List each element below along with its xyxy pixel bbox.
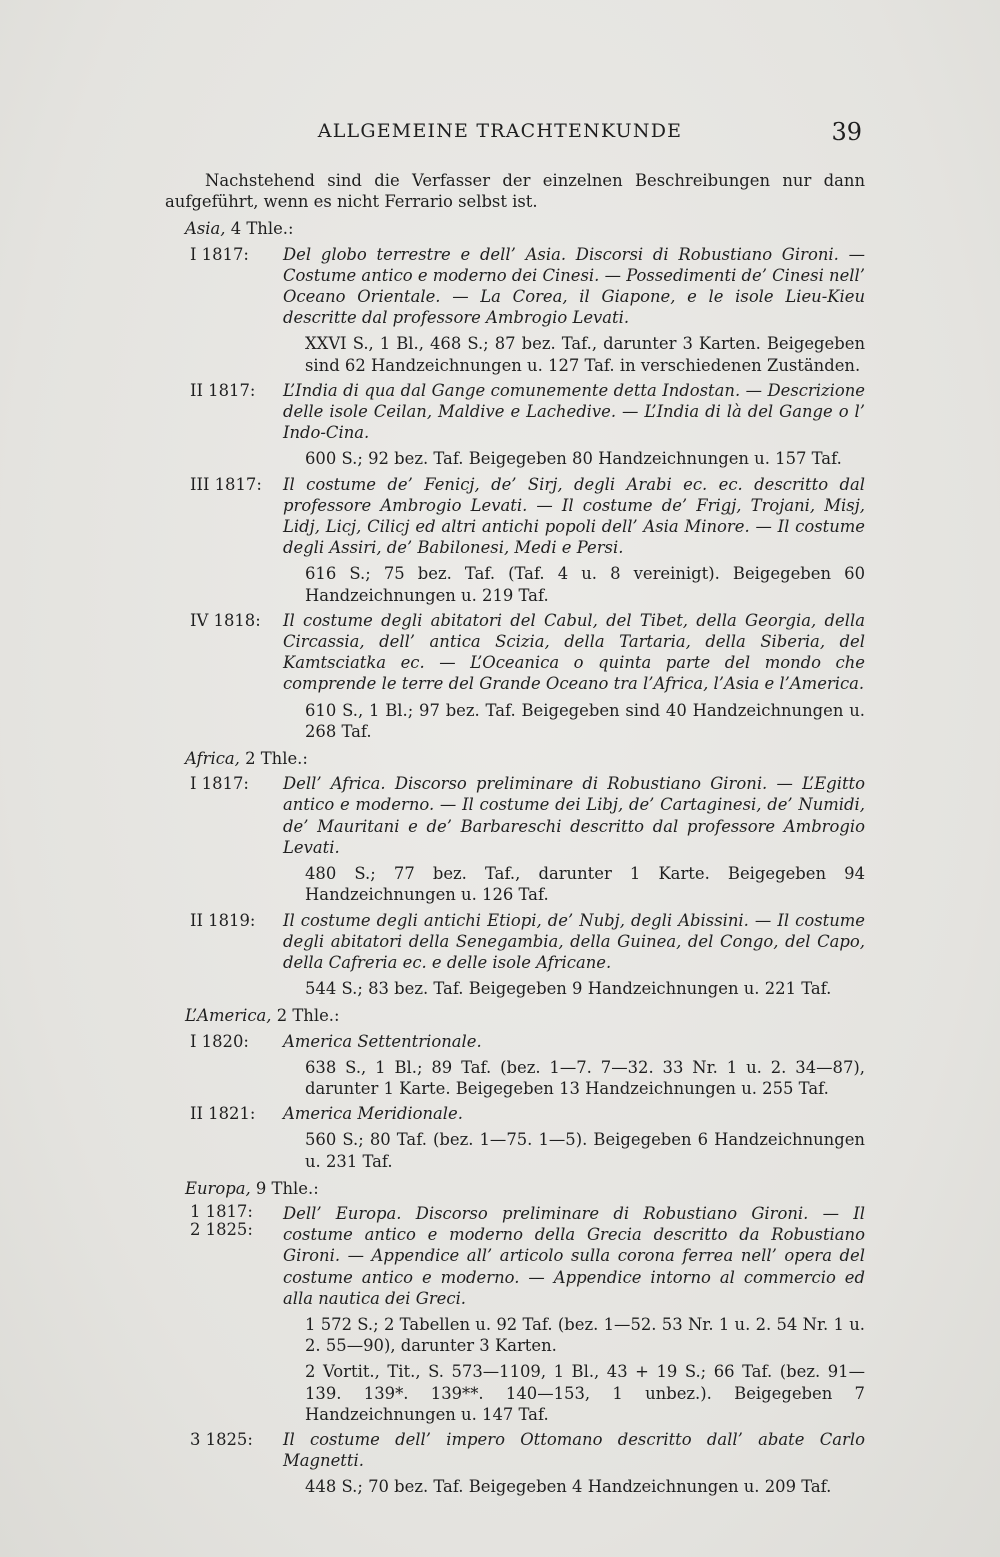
- section-heading: [185, 218, 865, 239]
- volume-description: 638 S., 1 Bl.; 89 Taf. (bez. 1—7. 7—32. 33 Nr. 1 u. 2. 34—87), darunter 1 Karte. Beigegeben 13 Handzeichnungen u. 255 Taf.: [305, 1057, 865, 1098]
- volume-title: L’India di qua dal Gange comunemente detta Indostan. — Descrizione delle isole Ceilan, Maldive e Lachedive. — L’India di là del Gange o l’ Indo-Cina.: [283, 380, 865, 443]
- sections-list: [165, 218, 865, 1497]
- volume-line: [165, 910, 865, 974]
- section-heading: [185, 1178, 865, 1199]
- volume-number-group: [165, 1203, 283, 1309]
- volume-number: 1 1817:: [190, 1201, 253, 1221]
- volume-description: 448 S.; 70 bez. Taf. Beigegeben 4 Handzeichnungen u. 209 Taf.: [305, 1477, 832, 1497]
- volume-title: Dell’ Africa. Discorso preliminare di Robustiano Gironi. — L’Egitto antico e moderno. — Il costume dei Libj, de’ Cartaginesi, de’ Numidi, de’ Mauritani e de’ Barbareschi descritto dal professore Ambrogio Levati.: [283, 774, 865, 857]
- section-name: Africa,: [185, 749, 240, 769]
- volume-number: I 1817:: [190, 244, 249, 264]
- volume-title: Dell’ Europa. Discorso preliminare di Robustiano Gironi. — Il costume antico e moderno della Grecia descritto da Robustiano Gironi. — Appendice all’ articolo sulla corona ferrea nell’ opera del costume antico e moderno. — Appendice intorno al commercio ed alla nautica dei Greci.: [283, 1203, 865, 1308]
- volume-entry: [165, 610, 865, 742]
- volume-title: America Settentrionale.: [283, 1031, 482, 1051]
- page-content: [165, 170, 865, 1498]
- volume-number: II 1817:: [190, 380, 256, 400]
- volume-description: 600 S.; 92 bez. Taf. Beigegeben 80 Handzeichnungen u. 157 Taf.: [305, 449, 842, 469]
- volume-description: 1 572 S.; 2 Tabellen u. 92 Taf. (bez. 1—52. 53 Nr. 1 u. 2. 54 Nr. 1 u. 2. 55—90), darunter 3 Karten.: [305, 1314, 865, 1356]
- volume-line: [165, 474, 865, 559]
- running-head: [0, 118, 1000, 148]
- volume-number: 2 1825:: [190, 1219, 253, 1239]
- section-name: L’America,: [185, 1006, 272, 1026]
- volume-number: 3 1825:: [190, 1429, 253, 1449]
- volume-number: I 1820:: [190, 1031, 249, 1051]
- volume-entry: [165, 474, 865, 606]
- volume-title: Il costume dell’ impero Ottomano descritto dall’ abate Carlo Magnetti.: [283, 1429, 865, 1471]
- volume-description: 544 S.; 83 bez. Taf. Beigegeben 9 Handzeichnungen u. 221 Taf.: [305, 979, 832, 999]
- volume-line: [165, 244, 865, 329]
- volume-number: II 1819:: [190, 910, 256, 930]
- section-heading: [185, 748, 865, 769]
- page-number: 39: [831, 118, 862, 146]
- volume-entry: [165, 910, 865, 1000]
- section-name: Europa,: [185, 1178, 251, 1198]
- volume-line: [165, 1203, 865, 1309]
- volume-line: [165, 773, 865, 858]
- volume-line: [165, 1103, 865, 1124]
- section-count: 9 Thle.:: [255, 1178, 319, 1198]
- volume-title: Il costume de’ Fenicj, de’ Sirj, degli Arabi ec. ec. descritto dal professore Ambrogio Levati. — Il costume de’ Frigj, Trojani, Misj, Lidj, Licj, Cilicj ed altri antichi popoli dell’ Asia Minore. — Il costume degli Assiri, de’ Babilonesi, Medi e Persi.: [283, 474, 865, 558]
- volume-entry: [165, 773, 865, 905]
- volume-number: II 1821:: [190, 1104, 256, 1124]
- volume-description: 616 S.; 75 bez. Taf. (Taf. 4 u. 8 vereinigt). Beigegeben 60 Handzeichnungen u. 219 Taf.: [305, 564, 865, 605]
- volume-entry: [165, 244, 865, 376]
- volume-entry: [165, 1203, 865, 1425]
- volume-title: Il costume degli abitatori del Cabul, del Tibet, della Georgia, della Circassia, dell’ antica Scizia, della Tartaria, della Siberia, del Kamtsciatka ec. — L’Oceanica o quinta parte del mondo che comprende le terre del Grande Oceano tra l’Africa, l’Asia e l’America.: [283, 610, 865, 694]
- volume-line: [165, 380, 865, 444]
- volume-description: 610 S., 1 Bl.; 97 bez. Taf. Beigegeben sind 40 Handzeichnungen u. 268 Taf.: [305, 700, 865, 741]
- volume-line: [165, 1429, 865, 1471]
- volume-title: America Meridionale.: [283, 1104, 463, 1124]
- volume-description: 560 S.; 80 Taf. (bez. 1—75. 1—5). Beigegeben 6 Handzeichnungen u. 231 Taf.: [305, 1130, 865, 1171]
- volume-line: [165, 1031, 865, 1052]
- volume-number: IV 1818:: [190, 610, 261, 630]
- section-count: 2 Thle.:: [245, 749, 308, 769]
- section-name: Asia,: [185, 219, 226, 239]
- volume-entry: [165, 1031, 865, 1100]
- section-count: 4 Thle.:: [230, 219, 294, 239]
- volume-description: 2 Vortit., Tit., S. 573—1109, 1 Bl., 43 + 19 S.; 66 Taf. (bez. 91—139. 139*. 139**. 140—153, 1 unbez.). Beigegeben 7 Handzeichnungen u. 147 Taf.: [305, 1362, 865, 1424]
- volume-entry: [165, 380, 865, 470]
- volume-line: [165, 610, 865, 695]
- volume-title: Il costume degli antichi Etiopi, de’ Nubj, degli Abissini. — Il costume degli abitatori della Senegambia, della Guinea, del Congo, del Capo, della Cafreria ec. e delle isole Africane.: [283, 910, 865, 972]
- section-heading: [185, 1005, 865, 1026]
- volume-entry: [165, 1429, 865, 1498]
- volume-number: III 1817:: [190, 474, 262, 494]
- volume-description: XXVI S., 1 Bl., 468 S.; 87 bez. Taf., darunter 3 Karten. Beigegeben sind 62 Handzeichnungen u. 127 Taf. in verschiedenen Zuständen.: [305, 334, 865, 375]
- intro-paragraph: Nachstehend sind die Verfasser der einzelnen Beschreibungen nur dann aufgeführt, wenn es nicht Ferrario selbst ist.: [165, 171, 865, 212]
- volume-description: 480 S.; 77 bez. Taf., darunter 1 Karte. Beigegeben 94 Handzeichnungen u. 126 Taf.: [305, 864, 865, 905]
- volume-number: I 1817:: [190, 774, 249, 794]
- section-count: 2 Thle.:: [276, 1006, 340, 1026]
- volume-title: Del globo terrestre e dell’ Asia. Discorsi di Robustiano Gironi. — Costume antico e moderno dei Cinesi. — Possedimenti de’ Cinesi nell’ Oceano Orientale. — La Corea, il Giapone, e le isole Lieu-Kieu descritte dal professore Ambrogio Levati.: [283, 244, 865, 328]
- volume-entry: [165, 1103, 865, 1172]
- running-title: ALLGEMEINE TRACHTENKUNDE: [317, 120, 683, 142]
